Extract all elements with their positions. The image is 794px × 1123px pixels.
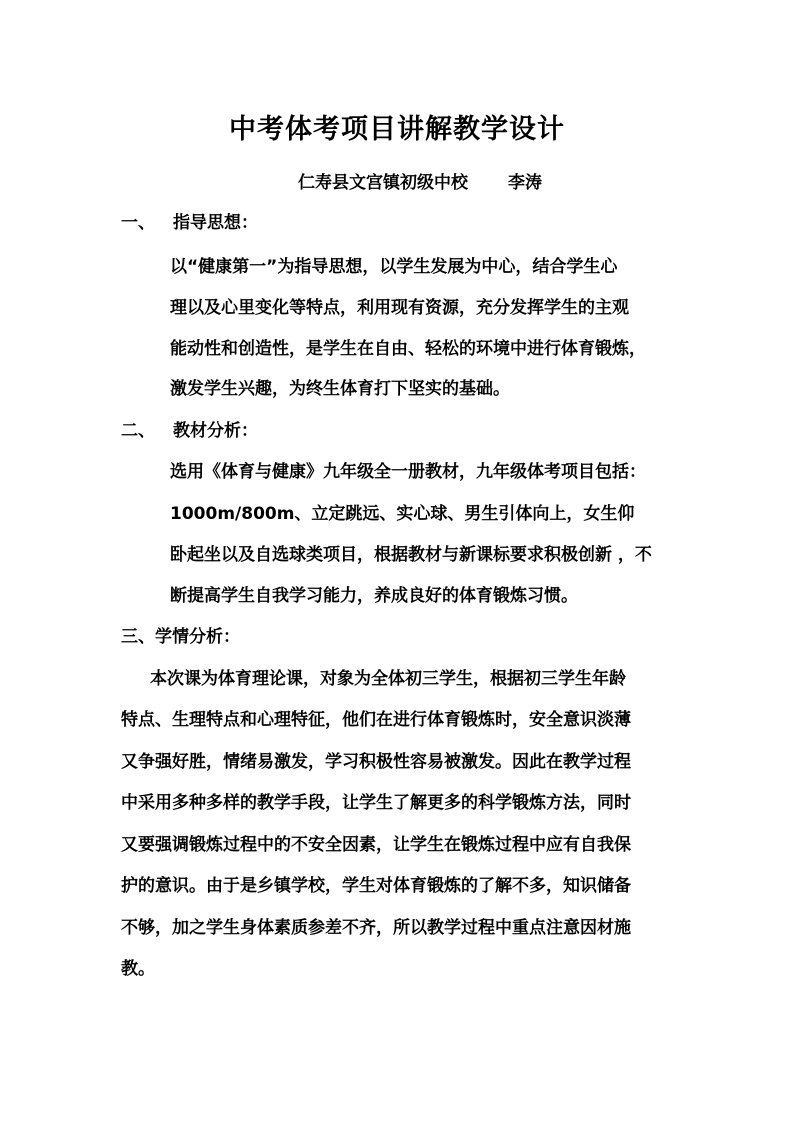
author-name: 李涛 <box>508 173 542 193</box>
paragraph-line: 教。 <box>121 959 155 979</box>
author-line <box>298 171 542 195</box>
paragraph-line: 以“健康第一”为指导思想，以学生发展为中心，结合学生心 <box>170 257 618 277</box>
paragraph-line: 激发学生兴趣，为终生体育打下坚实的基础。 <box>170 379 510 399</box>
section-number: 一、 <box>121 213 155 233</box>
paragraph-line: 本次课为体育理论课，对象为全体初三学生，根据初三学生年龄 <box>150 669 626 689</box>
paragraph-line: 断提高学生自我学习能力，养成良好的体育锻炼习惯。 <box>170 586 578 606</box>
paragraph-line: 护的意识。由于是乡镇学校，学生对体育锻炼的了解不多，知识储备 <box>121 876 631 896</box>
section-title: 三、学情分析： <box>121 627 240 647</box>
paragraph-line: 理以及心里变化等特点，利用现有资源，充分发挥学生的主观 <box>170 298 629 318</box>
section-title: 指导思想： <box>173 213 258 233</box>
paragraph-line: 选用《体育与健康》九年级全一册教材，九年级体考项目包括： <box>170 462 646 482</box>
paragraph-line: 1000m/800m、立定跳远、实心球、男生引体向上，女生仰 <box>170 504 635 524</box>
paragraph-line: 中采用多种多样的教学手段，让学生了解更多的科学锻炼方法，同时 <box>121 793 631 813</box>
paragraph-line: 特点、生理特点和心理特征，他们在进行体育锻炼时，安全意识淡薄 <box>121 710 631 730</box>
section-heading-student-analysis <box>121 625 240 649</box>
section-title: 教材分析： <box>173 421 258 441</box>
section-heading-material-analysis <box>121 419 258 443</box>
section-number: 二、 <box>121 421 155 441</box>
document-title: 中考体考项目讲解教学设计 <box>229 114 565 145</box>
paragraph-line: 又争强好胜，情绪易激发，学习积极性容易被激发。因此在教学过程 <box>121 752 631 772</box>
author-school: 仁寿县文宫镇初级中校 <box>298 173 468 193</box>
paragraph-line: 不够，加之学生身体素质参差不齐，所以教学过程中重点注意因材施 <box>121 918 631 938</box>
paragraph-line: 又要强调锻炼过程中的不安全因素，让学生在锻炼过程中应有自我保 <box>121 835 631 855</box>
paragraph-line: 卧起坐以及自选球类项目，根据教材与新课标要求积极创新 ，不 <box>170 545 652 565</box>
paragraph-line: 能动性和创造性，是学生在自由、轻松的环境中进行体育锻炼， <box>170 339 646 359</box>
section-heading-guiding-ideology <box>121 211 258 235</box>
